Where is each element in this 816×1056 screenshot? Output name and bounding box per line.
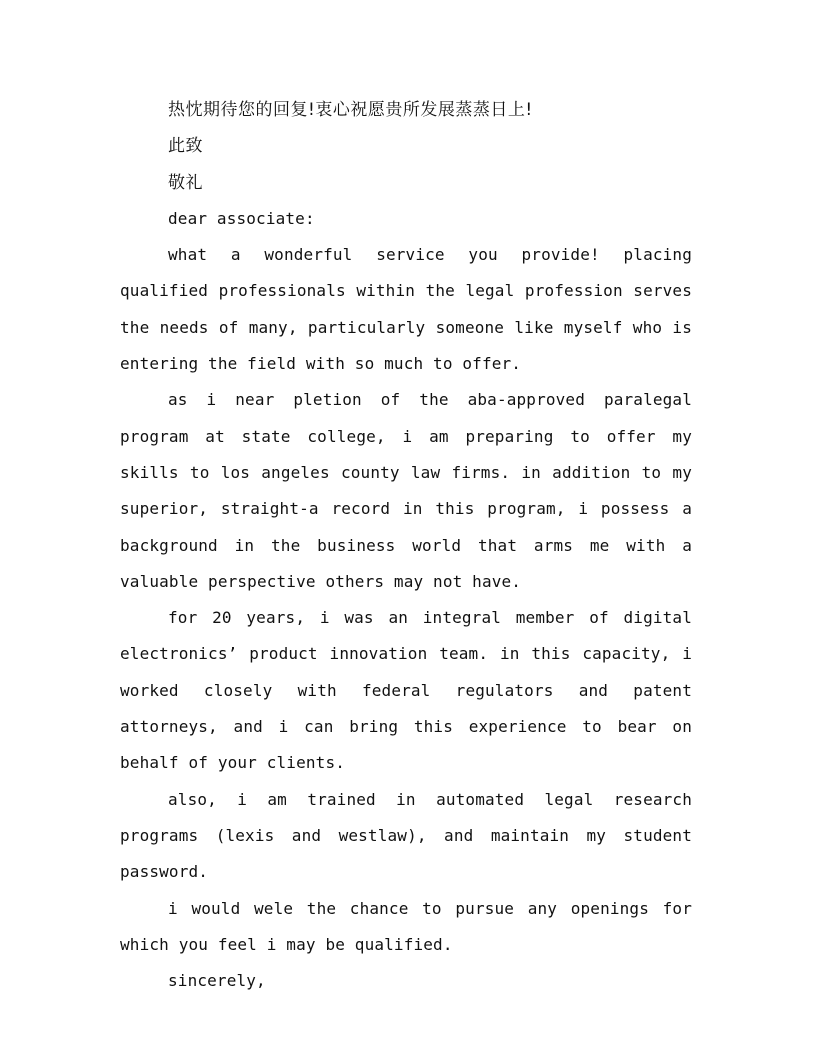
paragraph-openings: i would wele the chance to pursue any openings for which you feel i may be qualified. [120, 898, 702, 954]
salutation-jingli: 敬礼 [168, 172, 203, 193]
paragraph-experience: for 20 years, i was an integral member of digital electronics’ product innovation team. in this capacity, i worked closely with federal regulators and patent attorneys, and i can bring this experience to bear on behalf of your clients. [120, 608, 702, 773]
paragraph-service: what a wonderful service you provide! placing qualified professionals within the legal profession serves the needs of many, particularly someone like myself who is entering the field with so much to offer. [120, 245, 702, 374]
greeting: dear associate: [168, 208, 315, 228]
sign-off: sincerely, [168, 971, 266, 991]
salutation-cizhi: 此致 [168, 136, 203, 157]
closing-wish-line: 热忱期待您的回复!衷心祝愿贵所发展蒸蒸日上! [168, 100, 533, 120]
paragraph-research: also, i am trained in automated legal research programs (lexis and westlaw), and maintain my student password. [120, 789, 702, 882]
paragraph-program: as i near pletion of the aba-approved paralegal program at state college, i am preparing to offer my skills to los angeles county law firms. in addition to my superior, straight-a record in this program, i possess a background in the business world that arms me with a valuable perspective others may not have. [120, 390, 702, 591]
letter-body [120, 92, 702, 999]
